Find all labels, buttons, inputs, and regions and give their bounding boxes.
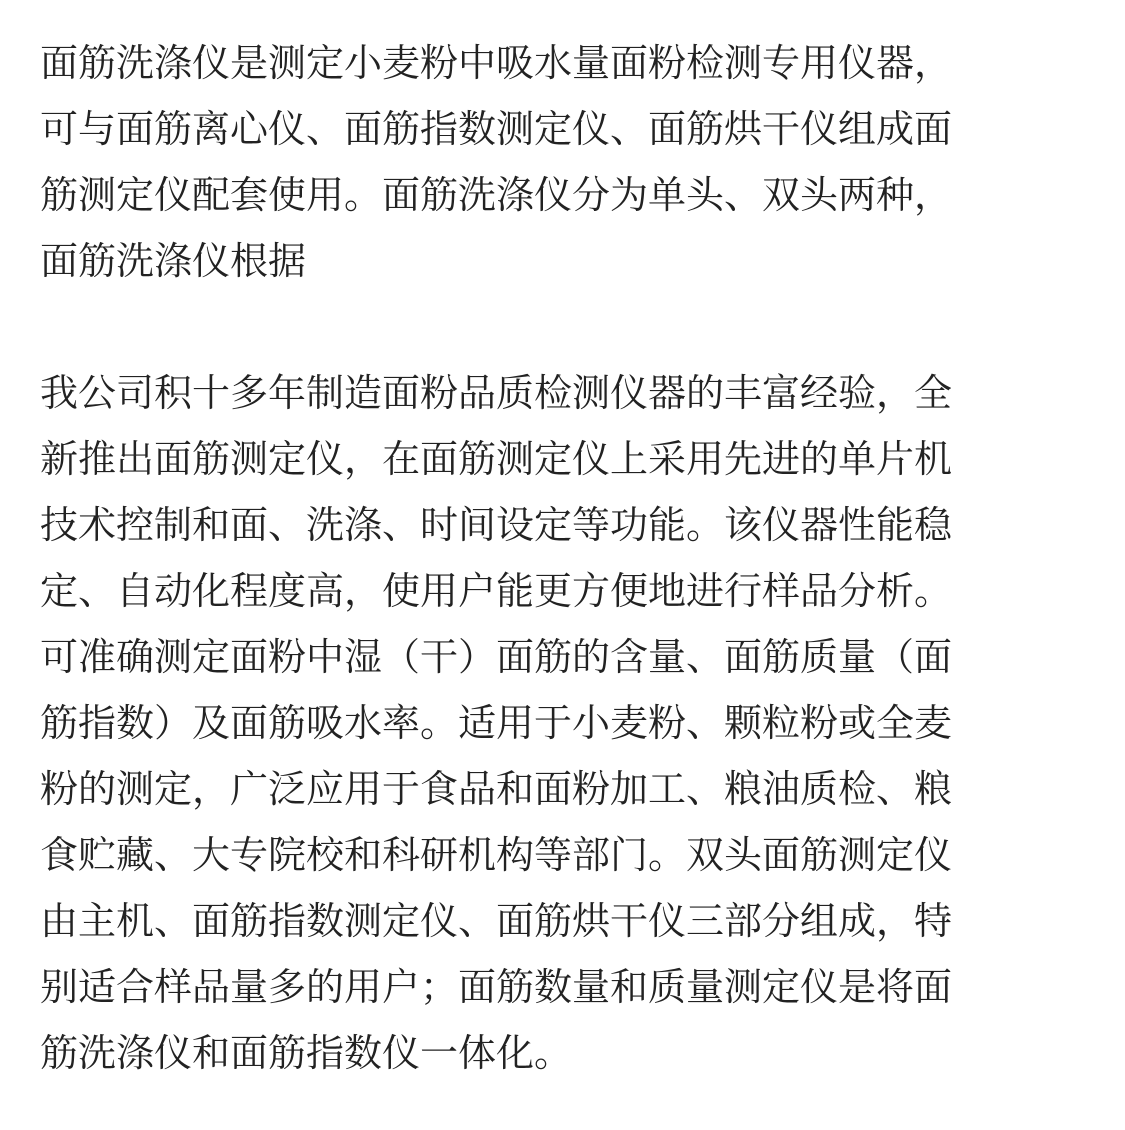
text-line: 面筋洗涤仪是测定小麦粉中吸水量面粉检测专用仪器， (40, 41, 953, 85)
text-line: 筋指数）及面筋吸水率。适用于小麦粉、颗粒粉或全麦 (40, 701, 953, 745)
text-line: 粉的测定，广泛应用于食品和面粉加工、粮油质检、粮 (40, 767, 953, 811)
text-line: 可准确测定面粉中湿（干）面筋的含量、面筋质量（面 (40, 635, 953, 679)
text-line: 我公司积十多年制造面粉品质检测仪器的丰富经验，全 (40, 371, 953, 415)
text-line: 筋洗涤仪和面筋指数仪一体化。 (40, 1031, 573, 1075)
text-line: 食贮藏、大专院校和科研机构等部门。双头面筋测定仪 (40, 833, 953, 877)
text-line: 技术控制和面、洗涤、时间设定等功能。该仪器性能稳 (40, 503, 953, 547)
text-line: 可与面筋离心仪、面筋指数测定仪、面筋烘干仪组成面 (40, 107, 953, 151)
text-line: 筋测定仪配套使用。面筋洗涤仪分为单头、双头两种， (40, 173, 953, 217)
text-line: 新推出面筋测定仪，在面筋测定仪上采用先进的单片机 (40, 437, 953, 481)
paragraph-intro (40, 30, 1070, 294)
paragraph-company (40, 360, 1070, 1086)
text-line: 由主机、面筋指数测定仪、面筋烘干仪三部分组成，特 (40, 899, 953, 943)
text-line: 定、自动化程度高，使用户能更方便地进行样品分析。 (40, 569, 953, 613)
text-line: 别适合样品量多的用户；面筋数量和质量测定仪是将面 (40, 965, 953, 1009)
text-line: 面筋洗涤仪根据 (40, 239, 307, 283)
article-body (40, 30, 1070, 1086)
